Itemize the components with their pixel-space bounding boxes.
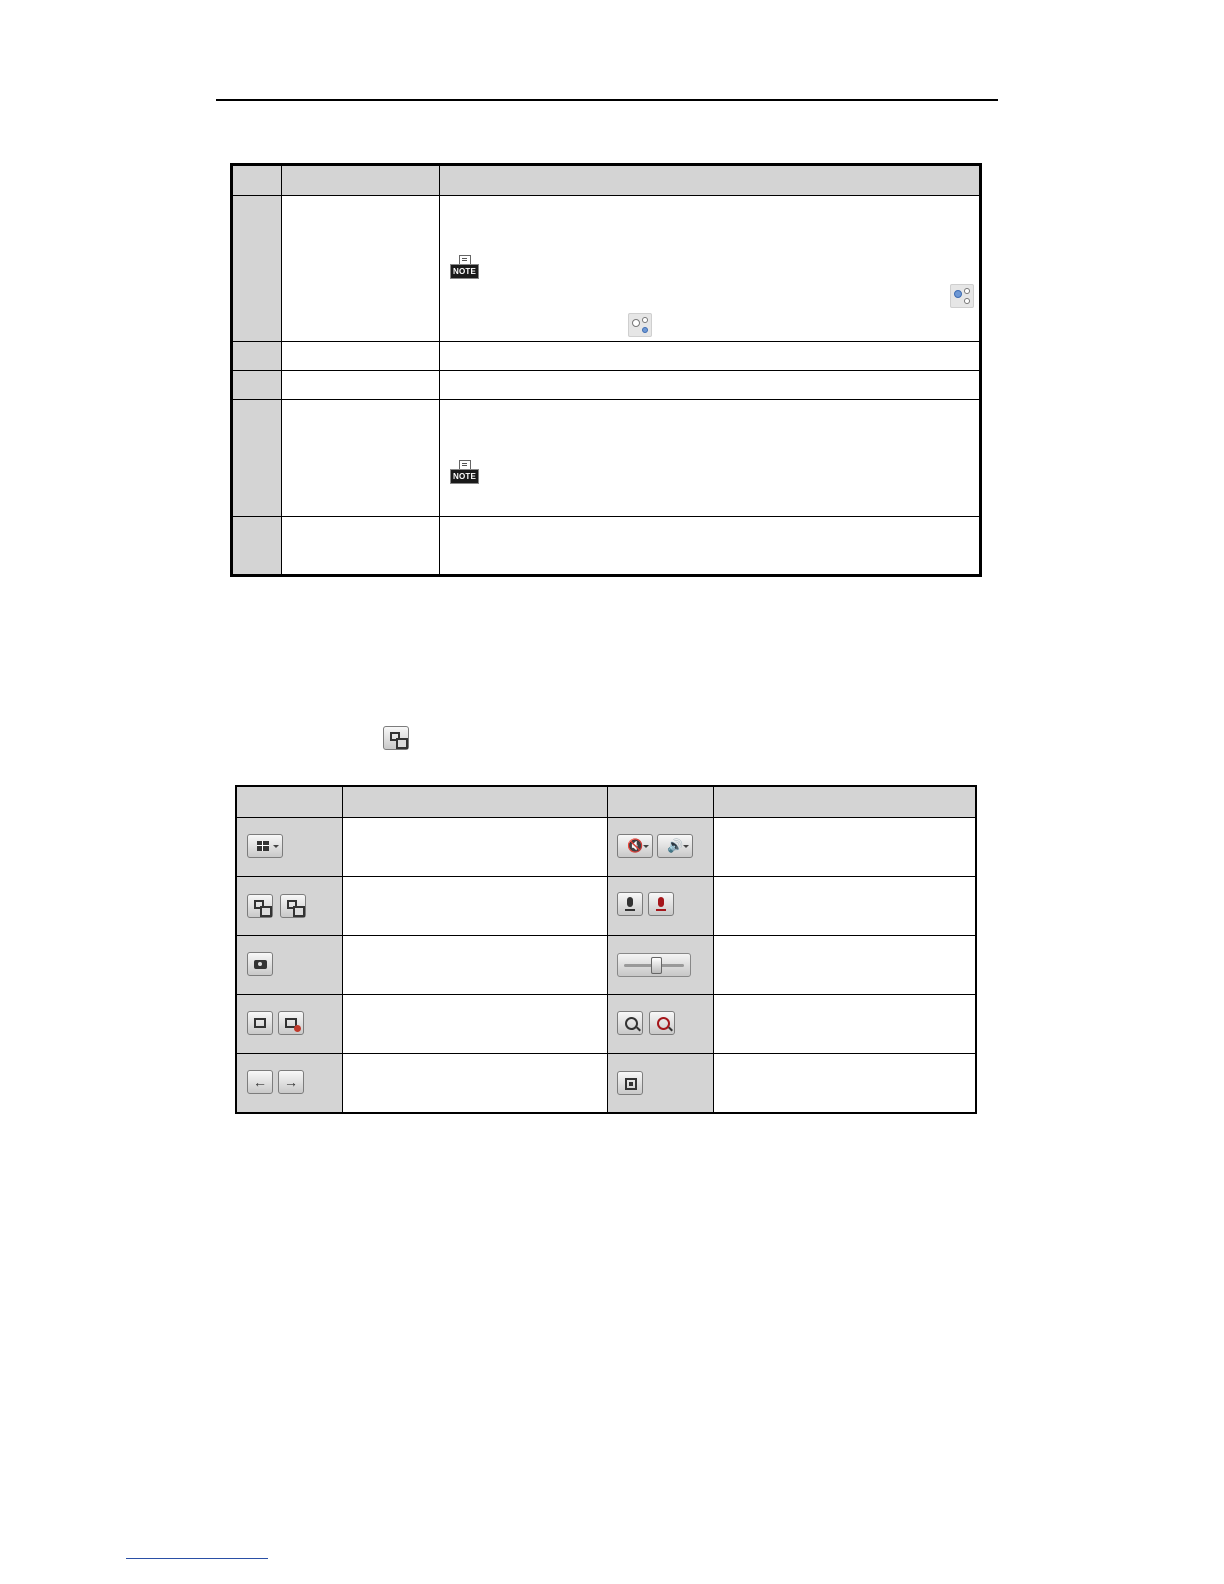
table1-row5-no bbox=[232, 517, 282, 576]
table2-desc-cell bbox=[343, 995, 608, 1054]
toolbar-icon-table bbox=[235, 785, 977, 1114]
table2-desc-cell bbox=[343, 877, 608, 936]
table2-desc-cell bbox=[714, 818, 976, 877]
table1-row1-description bbox=[440, 196, 981, 342]
table2-icon-cell bbox=[608, 995, 714, 1054]
stop-all-live-view-icon[interactable] bbox=[280, 894, 306, 918]
table2-desc-cell bbox=[343, 936, 608, 995]
start-all-live-view-icon[interactable] bbox=[383, 726, 409, 750]
table1-row3-description bbox=[440, 371, 981, 400]
mute-icon[interactable]: 🔇 bbox=[617, 834, 653, 858]
digital-zoom-on-icon[interactable] bbox=[649, 1011, 675, 1035]
table2-desc-cell bbox=[343, 1054, 608, 1114]
table1-row2-description bbox=[440, 342, 981, 371]
next-page-icon[interactable]: → bbox=[278, 1070, 304, 1094]
note-icon: NOTE bbox=[449, 460, 479, 484]
two-way-audio-on-icon[interactable] bbox=[648, 892, 674, 916]
volume-icon[interactable]: 🔊 bbox=[657, 834, 693, 858]
table2-icon-cell bbox=[608, 936, 714, 995]
table1-header-name bbox=[282, 165, 440, 196]
table2-icon-cell bbox=[236, 818, 343, 877]
table1-row1-name bbox=[282, 196, 440, 342]
previous-page-icon[interactable]: ← bbox=[247, 1070, 273, 1094]
table2-icon-cell bbox=[236, 936, 343, 995]
table1-row1-no bbox=[232, 196, 282, 342]
volume-slider[interactable] bbox=[617, 953, 691, 977]
table1-header-description bbox=[440, 165, 981, 196]
table1-row5-name bbox=[282, 517, 440, 576]
table2-header-icon-b bbox=[608, 786, 714, 818]
table2-icon-cell bbox=[608, 1054, 714, 1114]
link-on-icon bbox=[950, 284, 974, 308]
table1-header-no bbox=[232, 165, 282, 196]
footer-rule bbox=[126, 1558, 268, 1559]
table1-row2-no bbox=[232, 342, 282, 371]
table2-icon-cell bbox=[608, 877, 714, 936]
table2-desc-cell bbox=[343, 818, 608, 877]
volume-slider-knob[interactable] bbox=[651, 957, 662, 974]
full-screen-icon[interactable] bbox=[617, 1071, 643, 1095]
link-off-icon bbox=[628, 313, 652, 337]
digital-zoom-icon[interactable] bbox=[617, 1011, 643, 1035]
table1-row4-description bbox=[440, 400, 981, 517]
table1-row4-name bbox=[282, 400, 440, 517]
header-rule bbox=[216, 99, 998, 101]
table2-header-desc-a bbox=[343, 786, 608, 818]
window-division-icon[interactable] bbox=[247, 834, 283, 858]
table1-row3-name bbox=[282, 371, 440, 400]
capture-icon[interactable] bbox=[247, 952, 273, 976]
table2-icon-cell bbox=[236, 1054, 343, 1114]
two-way-audio-icon[interactable] bbox=[617, 892, 643, 916]
table1-row3-no bbox=[232, 371, 282, 400]
table2-desc-cell bbox=[714, 877, 976, 936]
table1-row4-no bbox=[232, 400, 282, 517]
table2-icon-cell bbox=[236, 877, 343, 936]
start-recording-icon[interactable] bbox=[247, 1011, 273, 1035]
table2-icon-cell bbox=[608, 818, 714, 877]
table1-row5-description bbox=[440, 517, 981, 576]
table2-icon-cell bbox=[236, 995, 343, 1054]
table2-desc-cell bbox=[714, 936, 976, 995]
stop-recording-icon[interactable] bbox=[278, 1011, 304, 1035]
table2-desc-cell bbox=[714, 1054, 976, 1114]
table2-header-icon-a bbox=[236, 786, 343, 818]
table2-desc-cell bbox=[714, 995, 976, 1054]
start-all-live-view-icon[interactable] bbox=[247, 894, 273, 918]
table2-header-desc-b bbox=[714, 786, 976, 818]
table1-row2-name bbox=[282, 342, 440, 371]
note-icon: NOTE bbox=[449, 255, 479, 279]
description-table bbox=[230, 163, 982, 577]
